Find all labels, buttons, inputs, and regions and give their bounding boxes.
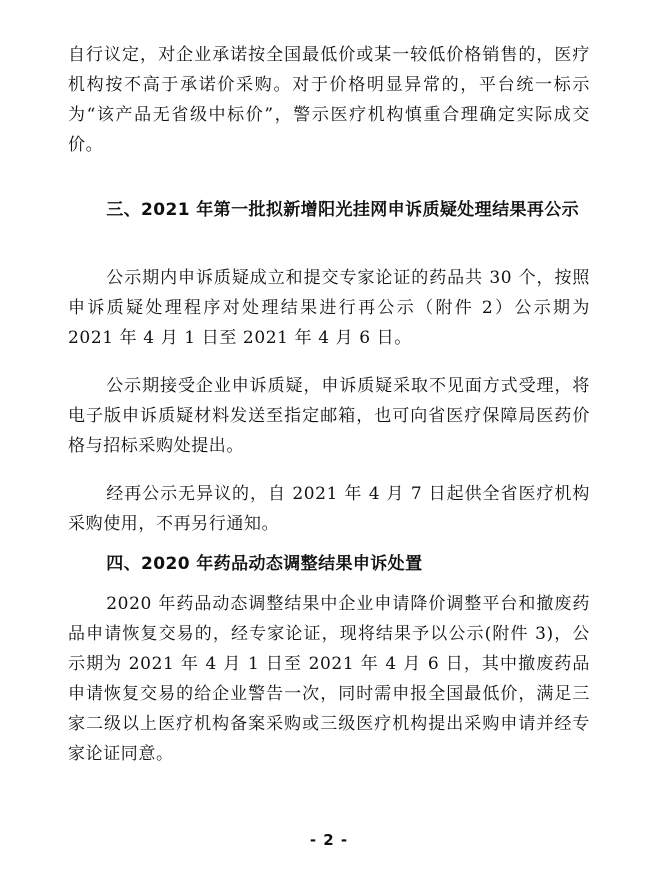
paragraph-continuation: 自行议定，对企业承诺按全国最低价或某一较低价格销售的，医疗机构按不高于承诺价采购。对于价格明显异常的，平台统一标示为“该产品无省级中标价”，警示医疗机构慎重合理确定实际成交价。 (68, 45, 590, 155)
section4-heading: 四、2020 年药品动态调整结果申诉处置 (106, 554, 423, 574)
page-number: - 2 - (309, 831, 349, 849)
section3-heading: 三、2021 年第一批拟新增阳光挂网申诉质疑处理结果再公示 (106, 200, 580, 220)
section3-paragraph-3: 经再公示无异议的，自 2021 年 4 月 7 日起供全省医疗机构采购使用，不再另行通知。 (68, 484, 590, 534)
section4-paragraph-1: 2020 年药品动态调整结果中企业申请降价调整平台和撤废药品申请恢复交易的，经专家论证，现将结果予以公示(附件 3)，公示期为 2021 年 4 月 1 日至 2021 年 4 月 6 日，其中撤废药品申请恢复交易的给企业警告一次，同时需申报全国最低价，满足三家二级以上医疗机构备案采购或三级医疗机构提出采购申请并经专家论证同意。 (68, 594, 590, 764)
section3-paragraph-2: 公示期接受企业申诉质疑，申诉质疑采取不见面方式受理，将电子版申诉质疑材料发送至指定邮箱，也可向省医疗保障局医药价格与招标采购处提出。 (68, 376, 590, 456)
section3-paragraph-1: 公示期内申诉质疑成立和提交专家论证的药品共 30 个，按照申诉质疑处理程序对处理结果进行再公示（附件 2）公示期为 2021 年 4 月 1 日至 2021 年 4 月 6 日。 (68, 268, 590, 348)
